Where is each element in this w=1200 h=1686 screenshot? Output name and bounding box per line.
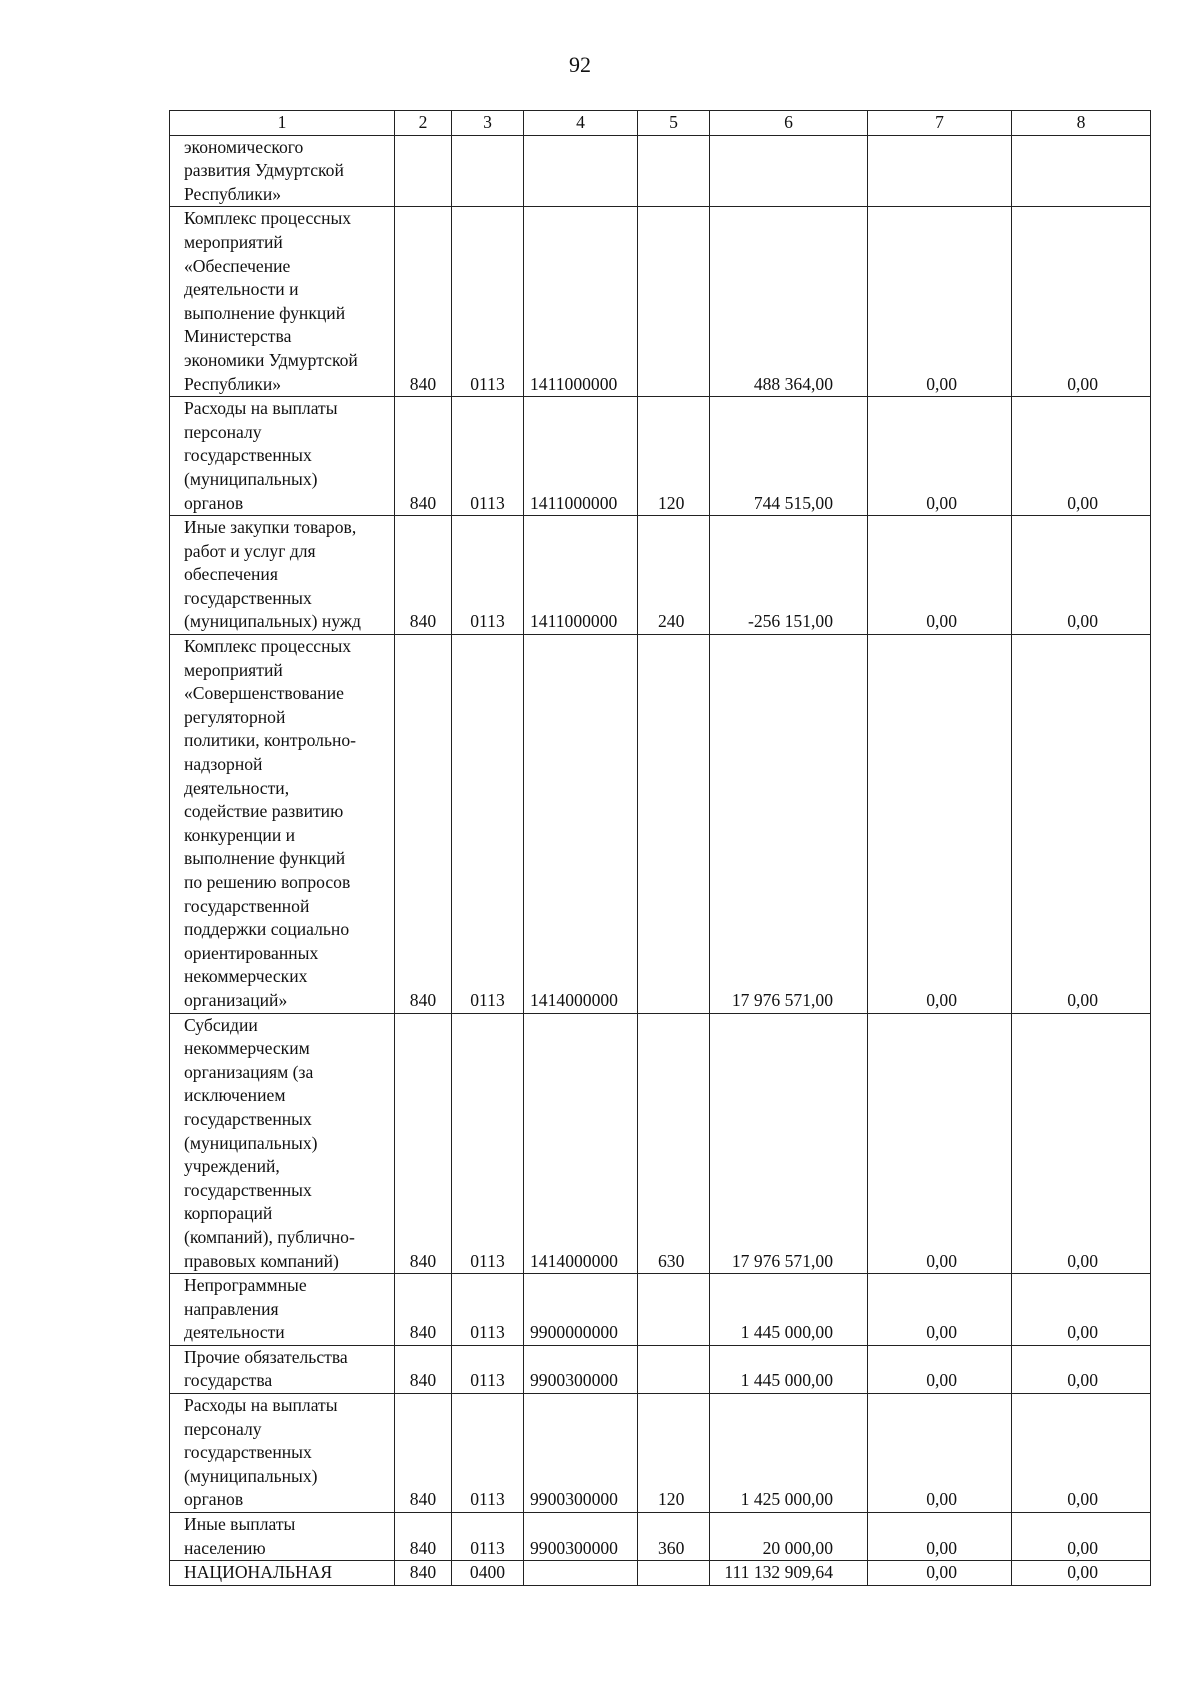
- row-target-code: 9900300000: [524, 1345, 638, 1393]
- row-expense-type: [638, 207, 710, 397]
- row-expense-type: 240: [638, 516, 710, 635]
- row-col7: 0,00: [868, 1513, 1012, 1561]
- table-row: [170, 1345, 1151, 1393]
- row-admin-code: 840: [395, 1274, 452, 1346]
- table-row: [170, 135, 1151, 207]
- row-name: Расходы на выплаты персоналу государственных (муниципальных) органов: [170, 1394, 395, 1513]
- header-col-2: 2: [395, 111, 452, 136]
- header-col-7: 7: [868, 111, 1012, 136]
- row-col7: 0,00: [868, 516, 1012, 635]
- row-amount: 17 976 571,00: [710, 1013, 868, 1274]
- row-name: Непрограммные направления деятельности: [170, 1274, 395, 1346]
- row-expense-type: 120: [638, 397, 710, 516]
- row-admin-code: [395, 135, 452, 207]
- row-amount: -256 151,00: [710, 516, 868, 635]
- row-target-code: 1411000000: [524, 397, 638, 516]
- table-row: [170, 1513, 1151, 1561]
- row-col8: 0,00: [1012, 207, 1151, 397]
- row-col8: 0,00: [1012, 397, 1151, 516]
- row-name: Комплекс процессных мероприятий «Совершенствование регуляторной политики, контрольно- надзорной деятельности, содействие развитию конкуренции и выполнение функций по решению вопросов государственной поддержки социально ориентированных некоммерческих организаций»: [170, 635, 395, 1014]
- table-row: [170, 1561, 1151, 1586]
- row-section-code: 0113: [452, 1394, 524, 1513]
- row-admin-code: 840: [395, 1394, 452, 1513]
- page-number: 92: [569, 52, 591, 77]
- row-amount: 1 425 000,00: [710, 1394, 868, 1513]
- row-admin-code: 840: [395, 397, 452, 516]
- table-row: [170, 635, 1151, 1014]
- row-expense-type: [638, 635, 710, 1014]
- row-expense-type: [638, 135, 710, 207]
- budget-table: [169, 110, 1151, 1586]
- row-col8: 0,00: [1012, 1513, 1151, 1561]
- row-col7: 0,00: [868, 1274, 1012, 1346]
- table-row: [170, 1274, 1151, 1346]
- row-target-code: [524, 135, 638, 207]
- row-name: Субсидии некоммерческим организациям (за исключением государственных (муниципальных) учреждений, государственных корпораций (компаний), публично- правовых компаний): [170, 1013, 395, 1274]
- row-col7: 0,00: [868, 635, 1012, 1014]
- row-expense-type: [638, 1345, 710, 1393]
- row-col8: 0,00: [1012, 1013, 1151, 1274]
- row-section-code: 0113: [452, 397, 524, 516]
- row-section-code: 0113: [452, 1013, 524, 1274]
- row-amount: [710, 135, 868, 207]
- row-expense-type: 630: [638, 1013, 710, 1274]
- row-section-code: 0113: [452, 1513, 524, 1561]
- row-expense-type: [638, 1274, 710, 1346]
- row-amount: 111 132 909,64: [710, 1561, 868, 1586]
- row-section-code: 0113: [452, 1274, 524, 1346]
- row-target-code: 9900000000: [524, 1274, 638, 1346]
- row-section-code: 0113: [452, 635, 524, 1014]
- row-section-code: 0113: [452, 1345, 524, 1393]
- table-header: [170, 111, 1151, 136]
- header-row: [170, 111, 1151, 136]
- row-col7: 0,00: [868, 397, 1012, 516]
- row-col7: 0,00: [868, 1394, 1012, 1513]
- row-section-code: 0113: [452, 207, 524, 397]
- row-name: экономического развития Удмуртской Республики»: [170, 135, 395, 207]
- table-body: [170, 135, 1151, 1585]
- row-col7: 0,00: [868, 1345, 1012, 1393]
- header-col-8: 8: [1012, 111, 1151, 136]
- row-col8: 0,00: [1012, 1274, 1151, 1346]
- row-expense-type: [638, 1561, 710, 1586]
- row-col7: 0,00: [868, 1561, 1012, 1586]
- row-name: Прочие обязательства государства: [170, 1345, 395, 1393]
- table-row: [170, 516, 1151, 635]
- header-col-3: 3: [452, 111, 524, 136]
- row-target-code: [524, 1561, 638, 1586]
- row-target-code: 1411000000: [524, 207, 638, 397]
- row-target-code: 1414000000: [524, 1013, 638, 1274]
- row-name: НАЦИОНАЛЬНАЯ: [170, 1561, 395, 1586]
- header-col-4: 4: [524, 111, 638, 136]
- row-col8: 0,00: [1012, 1394, 1151, 1513]
- row-admin-code: 840: [395, 1345, 452, 1393]
- row-col7: 0,00: [868, 207, 1012, 397]
- row-section-code: [452, 135, 524, 207]
- row-admin-code: 840: [395, 1513, 452, 1561]
- row-col8: 0,00: [1012, 516, 1151, 635]
- row-col8: 0,00: [1012, 1561, 1151, 1586]
- row-admin-code: 840: [395, 516, 452, 635]
- row-name: Иные закупки товаров, работ и услуг для обеспечения государственных (муниципальных) нужд: [170, 516, 395, 635]
- row-col8: 0,00: [1012, 635, 1151, 1014]
- table-row: [170, 1394, 1151, 1513]
- row-admin-code: 840: [395, 207, 452, 397]
- row-amount: 20 000,00: [710, 1513, 868, 1561]
- table-row: [170, 1013, 1151, 1274]
- row-col7: 0,00: [868, 1013, 1012, 1274]
- row-section-code: 0113: [452, 516, 524, 635]
- row-expense-type: 120: [638, 1394, 710, 1513]
- row-target-code: 1414000000: [524, 635, 638, 1014]
- row-col8: [1012, 135, 1151, 207]
- header-col-6: 6: [710, 111, 868, 136]
- table-row: [170, 207, 1151, 397]
- row-name: Комплекс процессных мероприятий «Обеспечение деятельности и выполнение функций Министерства экономики Удмуртской Республики»: [170, 207, 395, 397]
- row-admin-code: 840: [395, 1013, 452, 1274]
- row-amount: 1 445 000,00: [710, 1345, 868, 1393]
- row-name: Расходы на выплаты персоналу государственных (муниципальных) органов: [170, 397, 395, 516]
- row-amount: 744 515,00: [710, 397, 868, 516]
- row-col7: [868, 135, 1012, 207]
- row-admin-code: 840: [395, 1561, 452, 1586]
- row-amount: 1 445 000,00: [710, 1274, 868, 1346]
- row-amount: 17 976 571,00: [710, 635, 868, 1014]
- row-amount: 488 364,00: [710, 207, 868, 397]
- row-admin-code: 840: [395, 635, 452, 1014]
- table-row: [170, 397, 1151, 516]
- row-target-code: 9900300000: [524, 1513, 638, 1561]
- row-name: Иные выплаты населению: [170, 1513, 395, 1561]
- row-section-code: 0400: [452, 1561, 524, 1586]
- header-col-5: 5: [638, 111, 710, 136]
- row-target-code: 1411000000: [524, 516, 638, 635]
- row-col8: 0,00: [1012, 1345, 1151, 1393]
- header-col-1: 1: [170, 111, 395, 136]
- row-target-code: 9900300000: [524, 1394, 638, 1513]
- row-expense-type: 360: [638, 1513, 710, 1561]
